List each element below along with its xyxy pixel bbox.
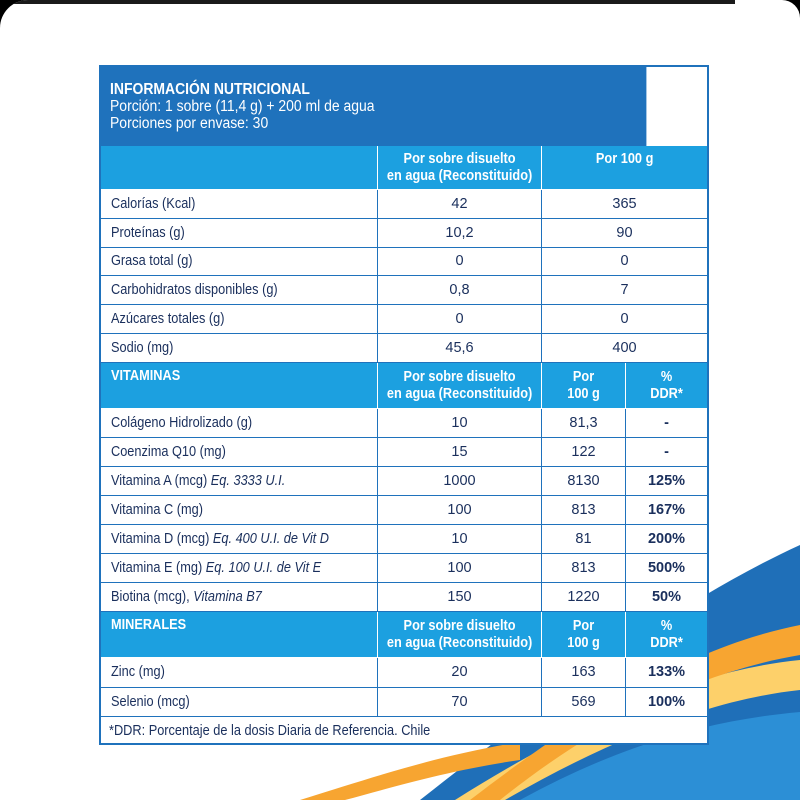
ddr-value: - [625, 438, 707, 466]
nutrient-label [101, 658, 377, 687]
portion-text: Porción: 1 sobre (11,4 g) + 200 ml de agua [110, 98, 375, 115]
nutrition-header [101, 67, 646, 146]
nutrient-label [101, 688, 377, 717]
vitamins-header [101, 363, 707, 409]
main-header-empty [101, 146, 377, 189]
per-100g-value: 0 [541, 305, 707, 333]
ddr-value: 500% [625, 554, 707, 582]
nutrient-name: Vitamina C (mg) [111, 502, 203, 518]
nutrient-label-text [111, 560, 321, 576]
table-row [101, 583, 707, 612]
nutrient-label-text: Azúcares totales (g) [111, 311, 225, 328]
nutrient-label [101, 276, 377, 304]
table-row [101, 409, 707, 438]
nutrient-note: Eq. 3333 U.I. [210, 473, 286, 489]
per-sachet-value: 20 [377, 658, 541, 687]
per-100g-value: 90 [541, 219, 707, 247]
minerals-header-per-sachet: Por sobre disuelto en agua (Reconstituido) [377, 612, 541, 657]
per-sachet-value: 0 [377, 305, 541, 333]
per-100g-value: 365 [541, 190, 707, 218]
ddr-value: 100% [625, 688, 707, 717]
per-sachet-value: 45,6 [377, 334, 541, 362]
main-column-header [101, 146, 707, 190]
vitamins-header-per-100g: Por 100 g [541, 363, 625, 408]
nutrient-label-text [111, 444, 226, 460]
table-row [101, 554, 707, 583]
nutrient-label-text: Sodio (mg) [111, 339, 174, 356]
per-sachet-value: 0,8 [377, 276, 541, 304]
nutrient-label-text [111, 415, 252, 431]
table-row [101, 467, 707, 496]
nutrient-label [101, 219, 377, 247]
nutrient-name: Selenio (mcg) [111, 693, 190, 710]
nutrient-label [101, 583, 377, 611]
per-100g-value: 122 [541, 438, 625, 466]
per-100g-value: 81 [541, 525, 625, 553]
table-row [101, 496, 707, 525]
table-row [101, 438, 707, 467]
per-sachet-value: 42 [377, 190, 541, 218]
minerals-header-per-100g: Por 100 g [541, 612, 625, 657]
nutrient-note: Eq. 100 U.I. de Vit E [205, 560, 322, 576]
nutrient-name: Coenzima Q10 (mg) [111, 444, 226, 460]
nutrition-table [99, 65, 709, 745]
per-100g-value: 7 [541, 276, 707, 304]
table-row [101, 334, 707, 363]
per-sachet-value: 1000 [377, 467, 541, 495]
nutrient-label [101, 334, 377, 362]
ddr-value: 125% [625, 467, 707, 495]
per-sachet-value: 10 [377, 409, 541, 437]
minerals-header [101, 612, 707, 658]
nutrient-label [101, 554, 377, 582]
nutrient-name: Biotina (mcg), [111, 589, 190, 605]
nutrient-label [101, 496, 377, 524]
nutrient-label [101, 438, 377, 466]
nutrient-note: Vitamina B7 [193, 589, 262, 605]
minerals-title: MINERALES [111, 617, 187, 633]
vitamins-header-per-sachet: Por sobre disuelto en agua (Reconstituido) [377, 363, 541, 408]
header-per-100g: Por 100 g [541, 146, 707, 189]
per-100g-value: 163 [541, 658, 625, 687]
nutrient-label [101, 409, 377, 437]
per-100g-value: 81,3 [541, 409, 625, 437]
servings-text: Porciones por envase: 30 [110, 115, 269, 132]
minerals-header-ddr: % DDR* [625, 612, 707, 657]
per-sachet-value: 10,2 [377, 219, 541, 247]
per-100g-value: 813 [541, 496, 625, 524]
header-per-sachet: Por sobre disuelto en agua (Reconstituido) [377, 146, 541, 189]
table-row [101, 525, 707, 554]
per-100g-value: 569 [541, 688, 625, 717]
nutrient-label-text: Carbohidratos disponibles (g) [111, 282, 278, 299]
table-row [101, 305, 707, 334]
nutrient-name: Vitamina D (mcg) [111, 531, 210, 547]
nutrient-label [101, 305, 377, 333]
nutrient-label [101, 190, 377, 218]
table-row [101, 219, 707, 248]
ddr-value: 200% [625, 525, 707, 553]
per-100g-value: 8130 [541, 467, 625, 495]
vitamins-header-ddr: % DDR* [625, 363, 707, 408]
ddr-value: - [625, 409, 707, 437]
nutrient-label [101, 525, 377, 553]
table-row [101, 248, 707, 277]
per-sachet-value: 0 [377, 248, 541, 276]
nutrient-label-text [111, 473, 285, 489]
nutrient-note: Eq. 400 U.I. de Vit D [212, 531, 329, 547]
nutrient-label [101, 467, 377, 495]
nutrient-name: Zinc (mg) [111, 664, 165, 681]
nutrient-label-text: Proteínas (g) [111, 224, 185, 241]
table-row [101, 658, 707, 688]
nutrient-label-text [111, 589, 262, 605]
per-sachet-value: 10 [377, 525, 541, 553]
nutrient-name: Vitamina A (mcg) [111, 473, 208, 489]
per-sachet-value: 100 [377, 496, 541, 524]
per-100g-value: 0 [541, 248, 707, 276]
nutrient-label-text [111, 694, 190, 710]
nutrient-label-text [111, 502, 203, 518]
nutrition-title: INFORMACIÓN NUTRICIONAL [110, 81, 310, 98]
nutrient-label [101, 248, 377, 276]
per-100g-value: 400 [541, 334, 707, 362]
table-row [101, 276, 707, 305]
nutrient-label-text: Grasa total (g) [111, 253, 193, 270]
per-sachet-value: 150 [377, 583, 541, 611]
per-sachet-value: 100 [377, 554, 541, 582]
ddr-value: 133% [625, 658, 707, 687]
per-sachet-value: 15 [377, 438, 541, 466]
table-row [101, 190, 707, 219]
table-row [101, 688, 707, 718]
ddr-value: 167% [625, 496, 707, 524]
nutrient-label-text [111, 531, 329, 547]
nutrient-label-text [111, 664, 165, 680]
per-100g-value: 813 [541, 554, 625, 582]
vitamins-title: VITAMINAS [111, 368, 181, 384]
nutrient-name: Vitamina E (mg) [111, 560, 203, 576]
footnote: *DDR: Porcentaje de la dosis Diaria de Referencia. Chile [109, 723, 431, 739]
ddr-value: 50% [625, 583, 707, 611]
per-100g-value: 1220 [541, 583, 625, 611]
per-sachet-value: 70 [377, 688, 541, 717]
nutrient-label-text: Calorías (Kcal) [111, 195, 196, 212]
nutrient-name: Colágeno Hidrolizado (g) [111, 415, 253, 431]
